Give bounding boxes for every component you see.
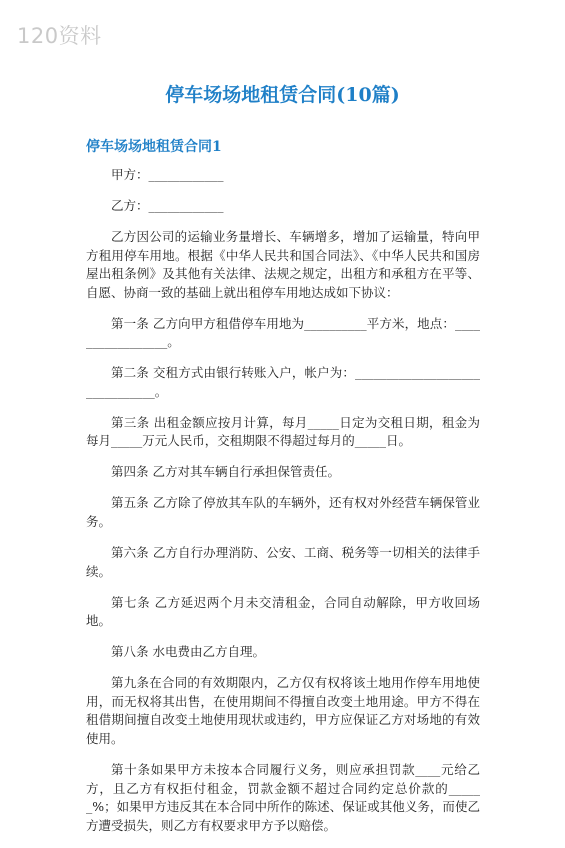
party-b-line: 乙方：____________ <box>111 197 224 213</box>
article-9: 第九条在合同的有效期限内，乙方仅有权将该土地用作停车用地使用，而无权将其出售，在使用期间不得擅自改变土地用途。甲方不得在租借期间擅自改变土地使用现状或违约，甲方应保证乙方对场地的有效使用。 <box>86 675 480 746</box>
article-1: 第一条 乙方向甲方租借停车用地为__________平方米，地点：_________________。 <box>86 315 480 350</box>
document-title: 停车场场地租赁合同(10篇) <box>165 84 400 106</box>
article-7: 第七条 乙方延迟两个月未交清租金，合同自动解除，甲方收回场地。 <box>86 594 480 629</box>
section-title: 停车场场地租赁合同1 <box>86 139 222 155</box>
party-a-line: 甲方：____________ <box>111 167 224 182</box>
article-3: 第三条 出租金额应按月计算，每月_____日定为交租日期，租金为每月_____万元人民币，交租期限不得超过每月的_____日。 <box>86 414 480 449</box>
article-10: 第十条如果甲方未按本合同履行义务，则应承担罚款____元给乙方，且乙方有权拒付租金，罚款金额不超过合同约定总价款的______%；如果甲方违反其在本合同中所作的陈述、保证或其他义务，而使乙方遭受损失，则乙方有权要求甲方予以赔偿。 <box>86 761 480 833</box>
article-5: 第五条 乙方除了停放其车队的车辆外，还有权对外经营车辆保管业务。 <box>86 495 480 530</box>
article-4: 第四条 乙方对其车辆自行承担保管责任。 <box>111 464 340 480</box>
article-2: 第二条 交租方式由银行转账入户，帐户为：_______________________________。 <box>86 365 480 399</box>
article-8: 第八条 水电费由乙方自理。 <box>111 644 265 660</box>
preamble-paragraph: 乙方因公司的运输业务量增长、车辆增多，增加了运输量，特向甲方租用停车用地。根据《中华人民共和国合同法》、《中华人民共和国房屋出租条例》及其他有关法律、法规之规定，出租方和承租方在平等、自愿、协商一致的基础上就出租停车用地达成如下协议： <box>86 228 480 300</box>
contract-body <box>86 166 480 848</box>
article-6: 第六条 乙方自行办理消防、公安、工商、税务等一切相关的法律手续。 <box>86 545 480 579</box>
watermark: 120资料 <box>17 24 102 48</box>
